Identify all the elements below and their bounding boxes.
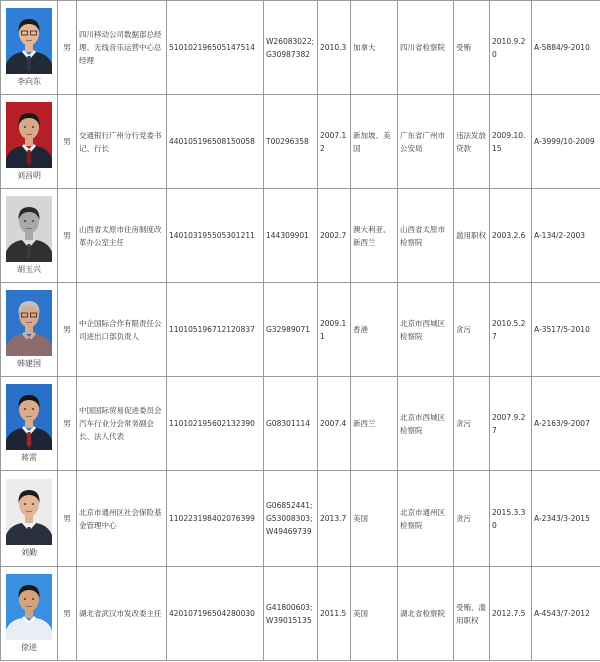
position-cell: 山西省太原市住房制度改革办公室主任 — [77, 189, 167, 283]
flee-date-cell: 2013.7 — [318, 471, 351, 567]
flee-date-cell: 2011.5 — [318, 567, 351, 661]
notice-number-cell: A-2163/9-2007 — [532, 377, 600, 471]
photo-cell — [1, 283, 58, 377]
passport-cell: G06852441; G53008303; W49469739 — [264, 471, 318, 567]
notice-number-cell: A-4543/7-2012 — [532, 567, 600, 661]
table-row — [1, 1, 600, 95]
notice-number-cell: A-3999/10-2009 — [532, 95, 600, 189]
flee-date-cell: 2007.12 — [318, 95, 351, 189]
charge-cell: 贪污 — [454, 377, 490, 471]
gender-cell: 男 — [58, 471, 77, 567]
position-cell: 四川移动公司数据部总经理、无线音乐运营中心总经理 — [77, 1, 167, 95]
portrait-eye-right — [32, 408, 34, 410]
warrant-date-cell: 2010.5.27 — [490, 283, 532, 377]
warrant-date-cell: 2007.9.27 — [490, 377, 532, 471]
id-number-cell: 110102195602132390 — [167, 377, 264, 471]
portrait-eye-left — [24, 220, 26, 222]
table-row — [1, 377, 600, 471]
person-name: 刘勤 — [21, 548, 37, 557]
destination-cell: 新西兰 — [351, 377, 398, 471]
id-number-cell: 110105196712120837 — [167, 283, 264, 377]
portrait-eye-left — [24, 598, 26, 600]
flee-date-cell: 2007.4 — [318, 377, 351, 471]
portrait-photo — [6, 102, 52, 168]
table-row — [1, 567, 600, 661]
person-name: 徐进 — [21, 643, 37, 652]
portrait-photo — [6, 196, 52, 262]
portrait-photo — [6, 290, 52, 356]
portrait-eye-left — [24, 503, 26, 505]
notice-number-cell: A-3517/5-2010 — [532, 283, 600, 377]
warrant-date-cell: 2009.10.15 — [490, 95, 532, 189]
warrant-date-cell: 2003.2.6 — [490, 189, 532, 283]
gender-cell: 男 — [58, 95, 77, 189]
photo-cell — [1, 377, 58, 471]
photo-cell — [1, 471, 58, 567]
portrait-illustration — [6, 196, 52, 262]
portrait-illustration — [6, 574, 52, 640]
portrait-illustration — [6, 384, 52, 450]
photo-cell — [1, 1, 58, 95]
notice-number-cell: A-134/2-2003 — [532, 189, 600, 283]
charge-cell: 受贿、滥用职权 — [454, 567, 490, 661]
portrait-illustration — [6, 290, 52, 356]
position-cell: 中企国际合作有限责任公司进出口部负责人 — [77, 283, 167, 377]
position-cell: 湖北省武汉市发改委主任 — [77, 567, 167, 661]
warrant-date-cell: 2015.3.30 — [490, 471, 532, 567]
agency-cell: 北京市西城区检察院 — [398, 283, 454, 377]
charge-cell: 滥用职权 — [454, 189, 490, 283]
table-row — [1, 189, 600, 283]
agency-cell: 北京市西城区检察院 — [398, 377, 454, 471]
table-row — [1, 471, 600, 567]
roster-body — [1, 1, 600, 661]
person-name: 胡玉兴 — [17, 265, 41, 274]
warrant-date-cell: 2010.9.20 — [490, 1, 532, 95]
agency-cell: 四川省检察院 — [398, 1, 454, 95]
portrait-eye-right — [32, 598, 34, 600]
photo-cell — [1, 95, 58, 189]
person-name: 李向东 — [17, 77, 41, 86]
position-cell: 中国国际贸易促进委员会汽车行业分会常务副会长、法人代表 — [77, 377, 167, 471]
id-number-cell: 420107196504280030 — [167, 567, 264, 661]
table-row — [1, 95, 600, 189]
agency-cell: 湖北省检察院 — [398, 567, 454, 661]
charge-cell: 受贿 — [454, 1, 490, 95]
person-name: 韩建国 — [17, 359, 41, 368]
table-row — [1, 283, 600, 377]
portrait-illustration — [6, 479, 52, 545]
photo-cell — [1, 567, 58, 661]
agency-cell: 山西省太原市检察院 — [398, 189, 454, 283]
portrait-eye-right — [32, 220, 34, 222]
passport-cell: T00296358 — [264, 95, 318, 189]
person-name: 刘昌明 — [17, 171, 41, 180]
portrait-photo — [6, 8, 52, 74]
destination-cell: 美国 — [351, 471, 398, 567]
notice-number-cell: A-2343/3-2015 — [532, 471, 600, 567]
photo-cell — [1, 189, 58, 283]
person-name: 蒋雷 — [21, 453, 37, 462]
gender-cell: 男 — [58, 377, 77, 471]
passport-cell: W26083022; G30987382 — [264, 1, 318, 95]
flee-date-cell: 2002.7 — [318, 189, 351, 283]
flee-date-cell: 2010.3 — [318, 1, 351, 95]
flee-date-cell: 2009.11 — [318, 283, 351, 377]
destination-cell: 香港 — [351, 283, 398, 377]
charge-cell: 违法发放贷款 — [454, 95, 490, 189]
gender-cell: 男 — [58, 567, 77, 661]
portrait-photo — [6, 384, 52, 450]
agency-cell: 北京市通州区检察院 — [398, 471, 454, 567]
portrait-photo — [6, 574, 52, 640]
agency-cell: 广东省广州市公安局 — [398, 95, 454, 189]
portrait-eye-left — [24, 126, 26, 128]
id-number-cell: 510102196505147514 — [167, 1, 264, 95]
portrait-illustration — [6, 8, 52, 74]
gender-cell: 男 — [58, 1, 77, 95]
portrait-eye-right — [32, 503, 34, 505]
id-number-cell: 440105196508150058 — [167, 95, 264, 189]
id-number-cell: 140103195505301211 — [167, 189, 264, 283]
gender-cell: 男 — [58, 283, 77, 377]
destination-cell: 美国 — [351, 567, 398, 661]
passport-cell: G08301114 — [264, 377, 318, 471]
notice-number-cell: A-5884/9-2010 — [532, 1, 600, 95]
charge-cell: 贪污 — [454, 471, 490, 567]
portrait-eye-right — [32, 126, 34, 128]
passport-cell: G41800603; W39015135 — [264, 567, 318, 661]
passport-cell: G32989071 — [264, 283, 318, 377]
id-number-cell: 110223198402076399 — [167, 471, 264, 567]
portrait-photo — [6, 479, 52, 545]
destination-cell: 加拿大 — [351, 1, 398, 95]
destination-cell: 新加坡、美国 — [351, 95, 398, 189]
portrait-eye-left — [24, 408, 26, 410]
charge-cell: 贪污 — [454, 283, 490, 377]
warrant-date-cell: 2012.7.5 — [490, 567, 532, 661]
portrait-illustration — [6, 102, 52, 168]
position-cell: 交通银行广州分行党委书记、行长 — [77, 95, 167, 189]
destination-cell: 澳大利亚、新西兰 — [351, 189, 398, 283]
gender-cell: 男 — [58, 189, 77, 283]
position-cell: 北京市通州区社会保险基金管理中心 — [77, 471, 167, 567]
passport-cell: 144309901 — [264, 189, 318, 283]
